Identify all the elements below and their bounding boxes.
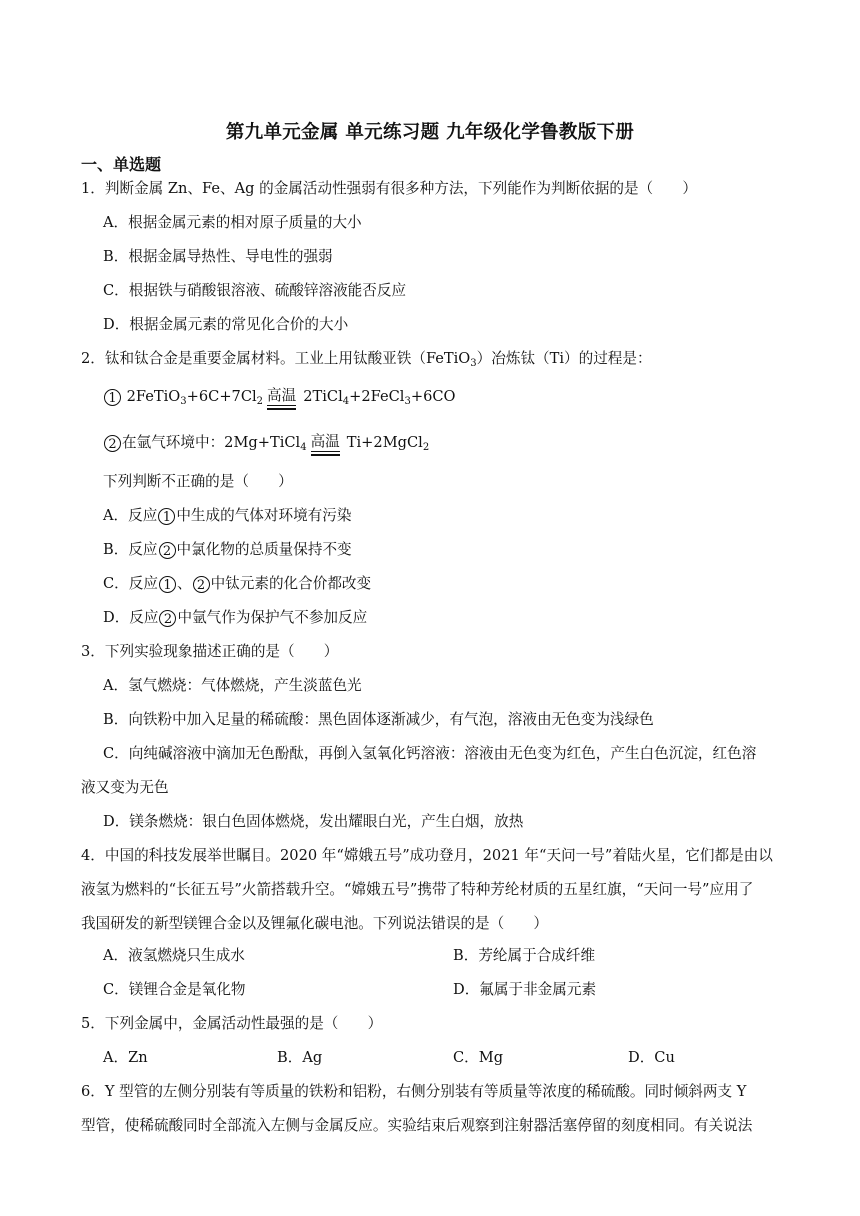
question-1-option-d: D．根据金属元素的常见化合价的大小 — [103, 316, 349, 333]
circled-number: 2 — [104, 435, 121, 452]
question-1-stem: 1．判断金属 Zn、Fe、Ag 的金属活动性强弱有很多种方法，下列能作为判断依据的是（ ） — [81, 180, 697, 197]
question-4-option-a: A．液氢燃烧只生成水 — [103, 947, 245, 964]
circled-number: 1 — [104, 389, 121, 406]
question-5-option-b: B．Ag — [277, 1049, 323, 1066]
question-4-stem-line-1: 4．中国的科技发展举世瞩目。2020 年“嫦娥五号”成功登月，2021 年“天问一号”着陆火星，它们都是由以 — [81, 847, 773, 864]
question-1-option-b: B．根据金属导热性、导电性的强弱 — [103, 248, 333, 265]
question-2-prompt: 下列判断不正确的是（ ） — [103, 473, 293, 490]
question-4-stem-line-3: 我国研发的新型镁锂合金以及锂氟化碳电池。下列说法错误的是（ ） — [81, 915, 549, 932]
question-4-option-d: D．氟属于非金属元素 — [453, 981, 597, 998]
question-3-option-c-cont: 液又变为无色 — [81, 779, 169, 796]
question-3-option-b: B．向铁粉中加入足量的稀硫酸：黑色固体逐渐减少，有气泡，溶液由无色变为浅绿色 — [103, 711, 654, 728]
question-3-option-d: D．镁条燃烧：银白色固体燃烧，发出耀眼白光，产生白烟，放热 — [103, 813, 524, 830]
section-heading: 一、单选题 — [81, 155, 162, 174]
question-3-stem: 3．下列实验现象描述正确的是（ ） — [81, 643, 339, 660]
question-5-option-c: C．Mg — [453, 1049, 504, 1066]
question-2-option-c: C．反应 1 、 2 中钛元素的化合价都改变 — [103, 575, 372, 593]
page-title: 第九单元金属 单元练习题 九年级化学鲁教版下册 — [225, 122, 635, 143]
question-5-stem: 5．下列金属中，金属活动性最强的是（ ） — [81, 1015, 383, 1032]
question-3-option-c: C．向纯碱溶液中滴加无色酚酞，再倒入氢氧化钙溶液：溶液由无色变为红色，产生白色沉淀，红色溶 — [103, 745, 757, 762]
question-5-option-a: A．Zn — [103, 1049, 148, 1066]
question-4-option-b: B．芳纶属于合成纤维 — [453, 947, 596, 964]
question-2-option-d: D．反应 2 中氩气作为保护气不参加反应 — [103, 609, 368, 627]
question-5-option-d: D．Cu — [628, 1049, 675, 1066]
reaction-condition: 高温 — [311, 433, 340, 456]
question-1-option-c: C．根据铁与硝酸银溶液、硫酸锌溶液能否反应 — [103, 282, 407, 299]
question-6-stem-line-1: 6．Y 型管的左侧分别装有等质量的铁粉和铝粉，右侧分别装有等质量等浓度的稀硫酸。同时倾斜两支 Y — [81, 1083, 747, 1100]
question-6-stem-line-2: 型管，使稀硫酸同时全部流入左侧与金属反应。实验结束后观察到注射器活塞停留的刻度相同。有关说法 — [81, 1117, 753, 1134]
question-2-option-a: A．反应 1 中生成的气体对环境有污染 — [103, 507, 352, 525]
question-2-option-b: B．反应 2 中氯化物的总质量保持不变 — [103, 541, 352, 559]
reaction-1-equation: 1 $2FeTiO_3+6C+7Cl_2$ 高温 2TiCl$_4$+2FeCl$_3$+6CO — [103, 384, 456, 410]
reaction-condition: 高温 — [267, 387, 296, 410]
question-4-option-c: C．镁锂合金是氧化物 — [103, 981, 246, 998]
question-3-option-a: A．氢气燃烧：气体燃烧，产生淡蓝色光 — [103, 677, 362, 694]
question-2-stem: 2．钛和钛合金是重要金属材料。工业上用钛酸亚铁（FeTiO$_3$）冶炼钛（Ti）的过程是： — [81, 350, 652, 369]
reaction-2-equation: 2 在氩气环境中：2Mg+TiCl$_4$ 高温 Ti+2MgCl$_2$ — [103, 430, 429, 456]
question-1-option-a: A．根据金属元素的相对原子质量的大小 — [103, 214, 362, 231]
question-4-stem-line-2: 液氢为燃料的“长征五号”火箭搭载升空。“嫦娥五号”携带了特种芳纶材质的五星红旗，“天问一号”应用了 — [81, 881, 754, 898]
